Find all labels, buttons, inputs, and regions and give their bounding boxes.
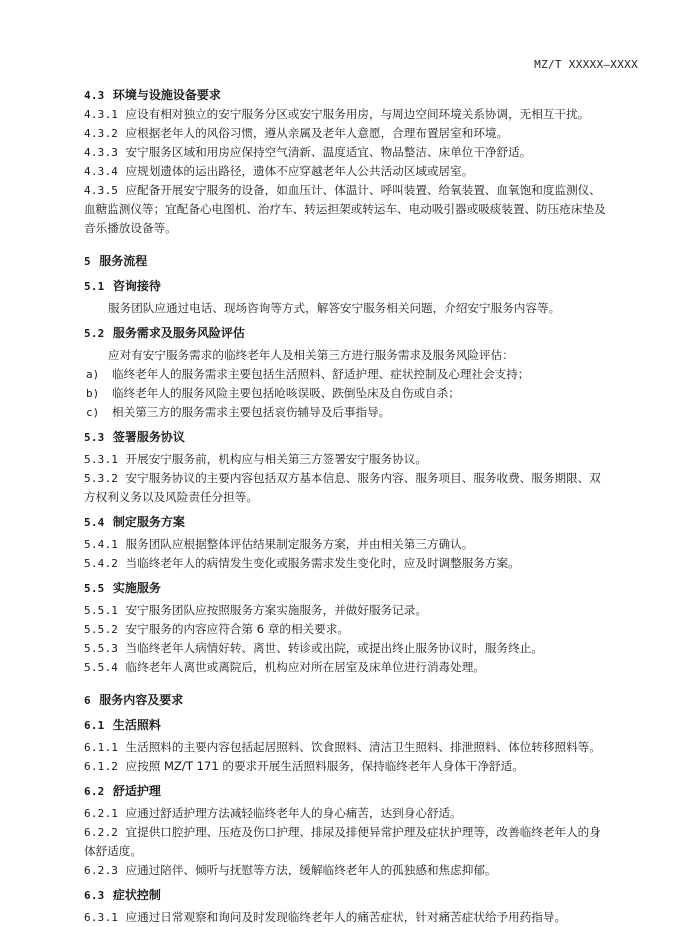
section-heading-6-1: 6.1 生活照料 <box>84 718 161 732</box>
section-heading-5-2: 5.2 服务需求及服务风险评估 <box>84 326 245 340</box>
clause-4-3-1: 4.3.1 应设有相对独立的安宁服务分区或安宁服务用房，与周边空间环境关系协调，无相互干扰。 <box>84 107 590 121</box>
section-heading-5-5: 5.5 实施服务 <box>84 581 161 595</box>
clause-5-3-2: 5.3.2 安宁服务协议的主要内容包括双方基本信息、服务内容、服务项目、服务收费、服务期限、双 <box>84 471 601 485</box>
clause-5-4-1: 5.4.1 服务团队应根据整体评估结果制定服务方案，并由相关第三方确认。 <box>84 537 474 551</box>
clause-4-3-5: 4.3.5 应配备开展安宁服务的设备，如血压计、体温计、呼叫装置、给氧装置、血氧饱和度监测仪、 <box>84 183 601 197</box>
paragraph-5-1: 服务团队应通过电话、现场咨询等方式，解答安宁服务相关问题，介绍安宁服务内容等。 <box>108 301 561 315</box>
clause-6-2-1: 6.2.1 应通过舒适护理方法减轻临终老年人的身心痛苦，达到身心舒适。 <box>84 806 462 820</box>
clause-6-2-2-cont: 体舒适度。 <box>84 844 142 858</box>
clause-5-4-2: 5.4.2 当临终老年人的病情发生变化或服务需求发生变化时，应及时调整服务方案。 <box>84 556 520 570</box>
clause-4-3-2: 4.3.2 应根据老年人的风俗习惯，遵从亲属及老年人意愿，合理布置居室和环境。 <box>84 126 509 140</box>
section-heading-5-1: 5.1 咨询接待 <box>84 279 161 293</box>
clause-6-2-3: 6.2.3 应通过陪伴、倾听与抚慰等方法，缓解临终老年人的孤独感和焦虑抑郁。 <box>84 863 497 877</box>
clause-4-3-3: 4.3.3 安宁服务区域和用房应保持空气清新、温度适宜、物品整洁、床单位干净舒适。 <box>84 145 532 159</box>
clause-4-3-4: 4.3.4 应规划遗体的运出路径，遗体不应穿越老年人公共活动区域或居室。 <box>84 164 474 178</box>
section-heading-6-2: 6.2 舒适护理 <box>84 784 161 798</box>
clause-6-1-1: 6.1.1 生活照料的主要内容包括起居照料、饮食照料、清洁卫生照料、排泄照料、体位转移照料等。 <box>84 740 601 754</box>
section-heading-5-4: 5.4 制定服务方案 <box>84 515 185 529</box>
document-body <box>84 86 644 927</box>
section-heading-6-3: 6.3 症状控制 <box>84 888 161 902</box>
clause-5-3-2-cont: 方权利义务以及风险责任分担等。 <box>84 490 258 504</box>
clause-6-1-2: 6.1.2 应按照 MZ/T 171 的要求开展生活照料服务，保持临终老年人身体干净舒适。 <box>84 759 524 773</box>
clause-5-5-1: 5.5.1 安宁服务团队应按照服务方案实施服务，并做好服务记录。 <box>84 603 427 617</box>
chapter-heading-6: 6 服务内容及要求 <box>84 693 184 707</box>
list-item-a: a) 临终老年人的服务需求主要包括生活照料、舒适护理、症状控制及心理社会支持； <box>86 367 530 381</box>
section-heading-5-3: 5.3 签署服务协议 <box>84 430 185 444</box>
clause-5-5-3: 5.5.3 当临终老年人病情好转、离世、转诊或出院，或提出终止服务协议时，服务终止。 <box>84 641 543 655</box>
section-heading-4-3: 4.3 环境与设施设备要求 <box>84 88 221 102</box>
paragraph-5-2-intro: 应对有安宁服务需求的临终老年人及相关第三方进行服务需求及服务风险评估： <box>108 348 514 362</box>
clause-6-2-2: 6.2.2 宜提供口腔护理、压疮及伤口护理、排尿及排便异常护理及症状护理等，改善临终老年人的身 <box>84 825 601 839</box>
clause-5-5-2: 5.5.2 安宁服务的内容应符合第 6 章的相关要求。 <box>84 622 349 636</box>
chapter-heading-5: 5 服务流程 <box>84 254 148 268</box>
list-item-b: b) 临终老年人的服务风险主要包括呛咳误吸、跌倒坠床及自伤或自杀； <box>86 386 460 400</box>
clause-5-5-4: 5.5.4 临终老年人离世或离院后，机构应对所在居室及床单位进行消毒处理。 <box>84 660 485 674</box>
clause-4-3-5-cont: 血糖监测仪等；宜配备心电图机、治疗车、转运担架或转运车、电动吸引器或吸痰装置、防压疮床垫及 <box>84 202 606 216</box>
standard-code: MZ/T XXXXX—XXXX <box>534 58 638 71</box>
clause-6-3-1: 6.3.1 应通过日常观察和询问及时发现临终老年人的痛苦症状，针对痛苦症状给予用药指导。 <box>84 910 567 924</box>
clause-4-3-5-cont2: 音乐播放设备等。 <box>84 221 177 235</box>
list-item-c: c) 相关第三方的服务需求主要包括哀伤辅导及后事指导。 <box>86 405 391 419</box>
clause-5-3-1: 5.3.1 开展安宁服务前，机构应与相关第三方签署安宁服务协议。 <box>84 452 427 466</box>
